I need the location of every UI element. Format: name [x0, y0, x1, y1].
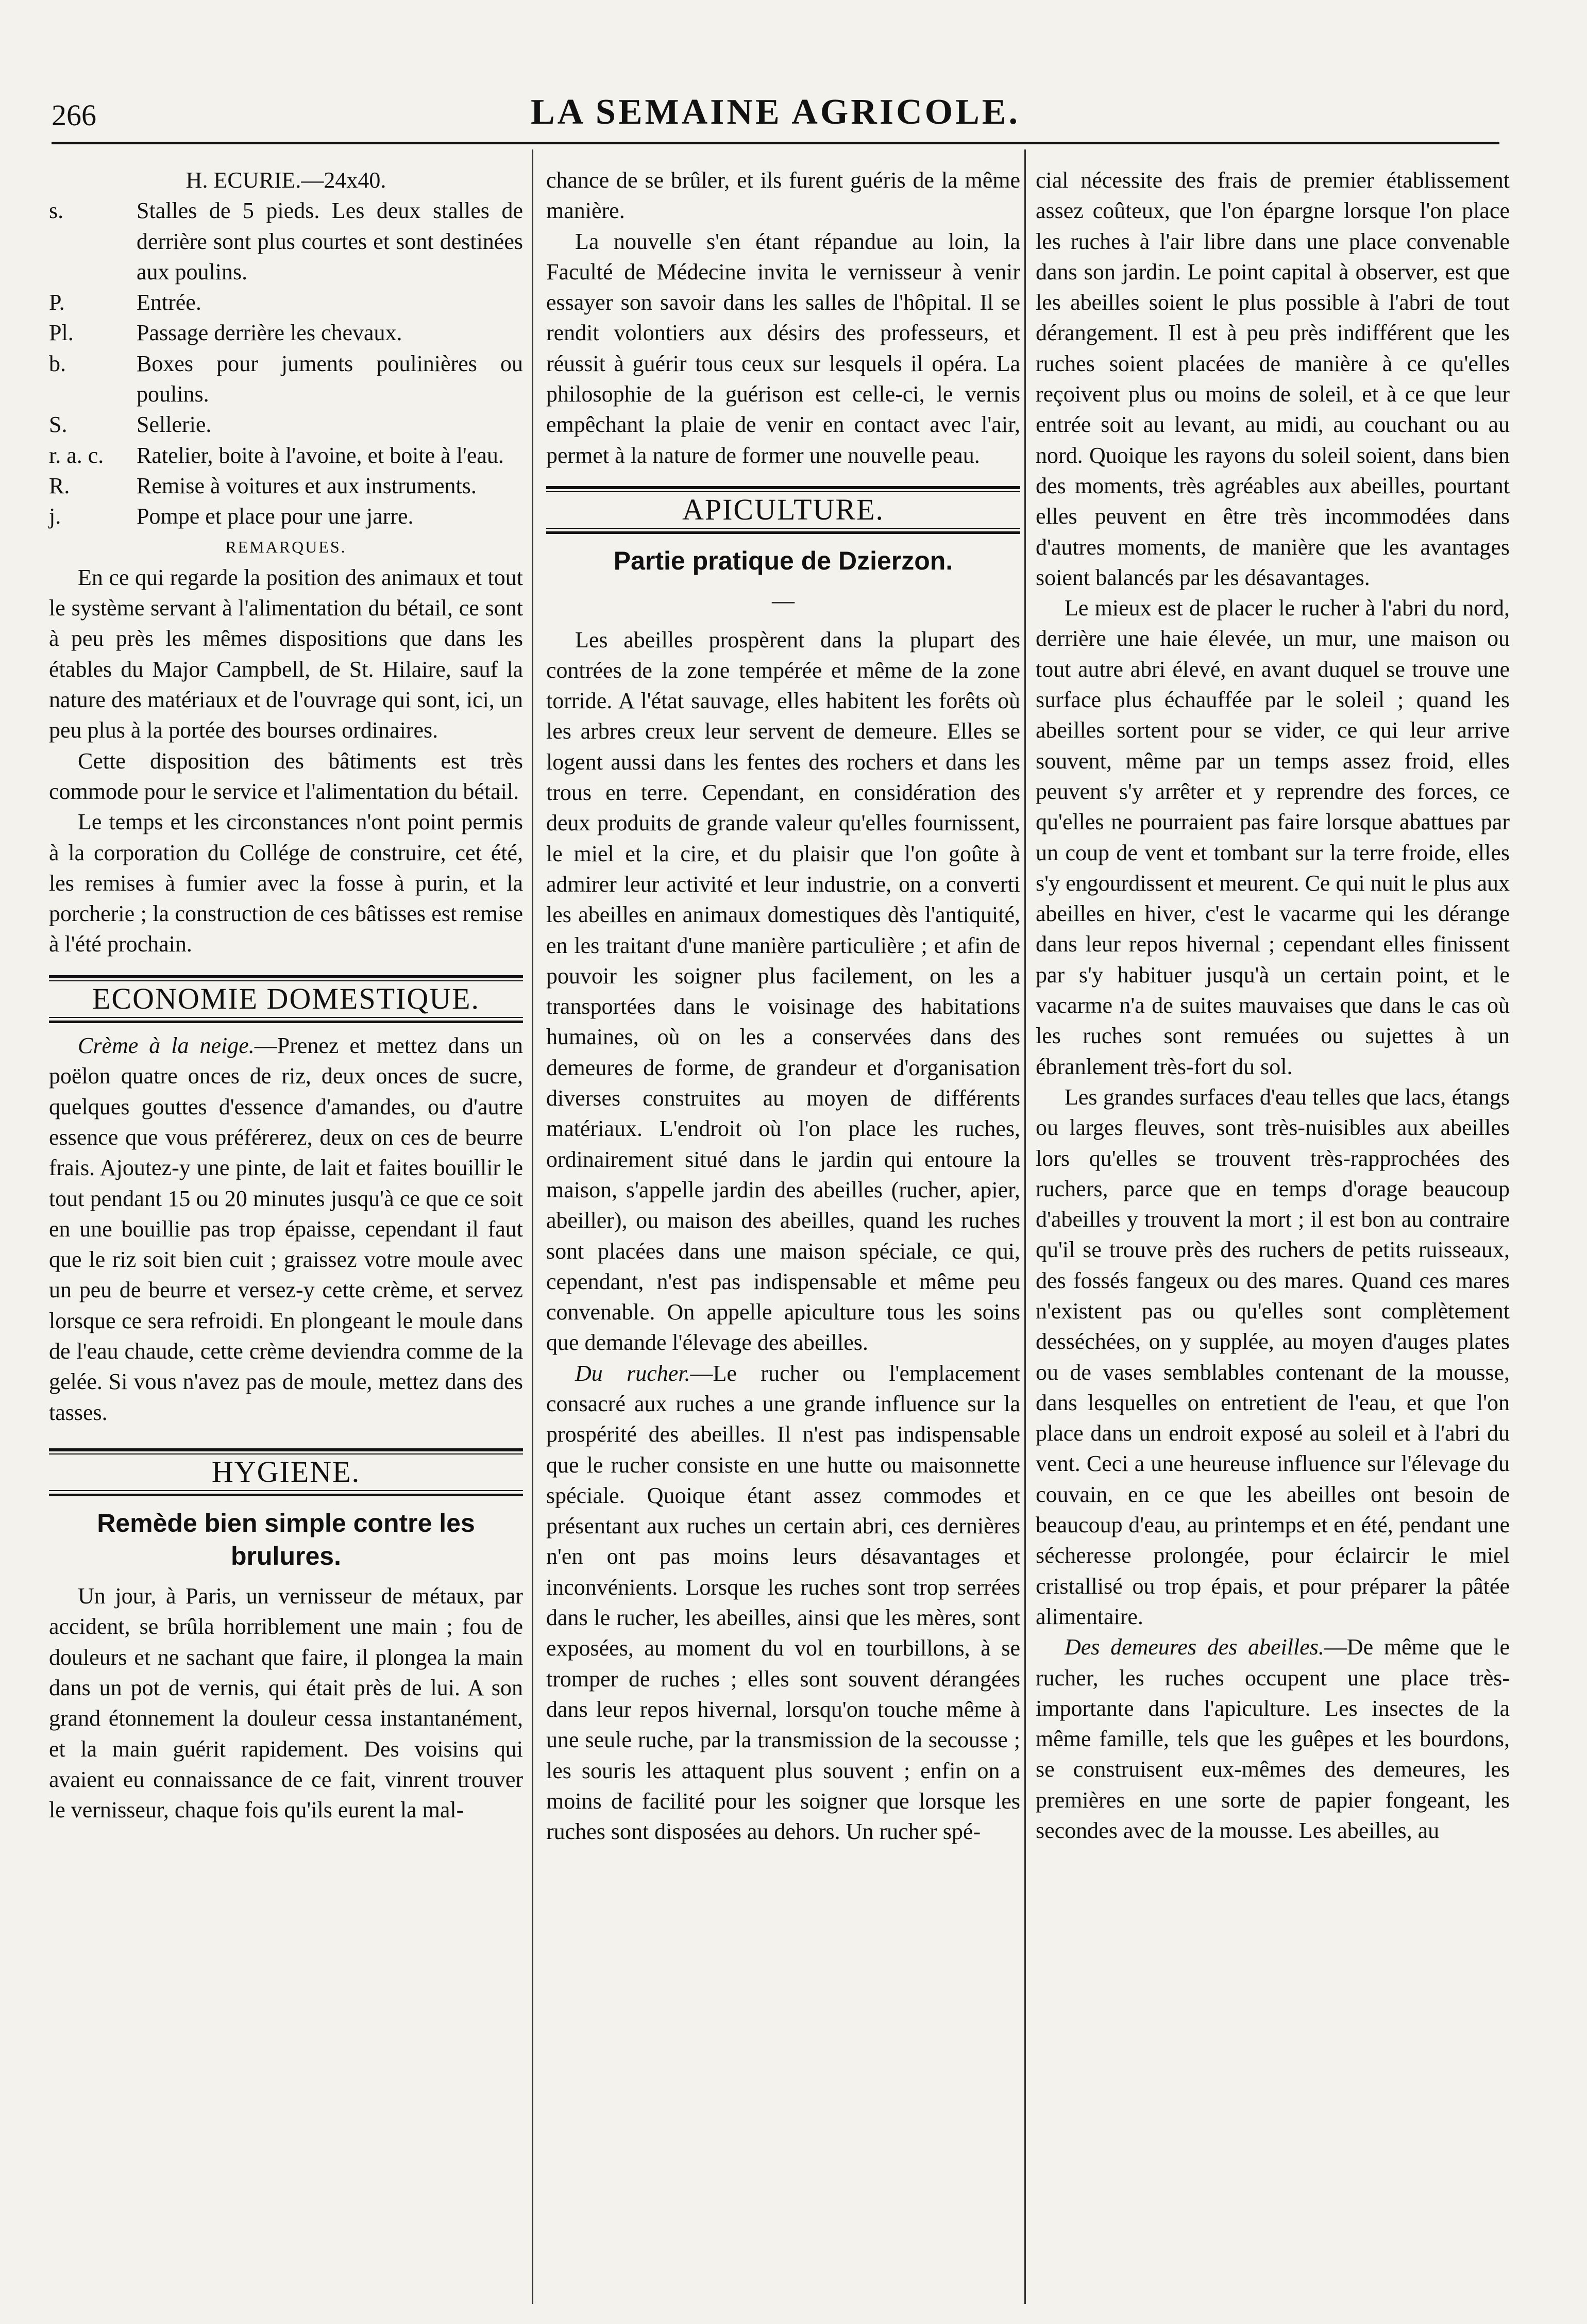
paragraph: En ce qui regarde la position des animaux et tout le système servant à l'alimentation du bétail, ce sont à peu près les mêmes dispositions que dans les étables du Major Campbell, de St. Hilaire, sauf la nature des matériaux et de l'ouvrage qui sont, ici, un peu plus à la portée des bourses ordinaires.	[49, 564, 523, 743]
journal-title: LA SEMAINE AGRICOLE.	[531, 92, 1020, 132]
legend-key: S.	[49, 412, 67, 438]
column-2	[546, 165, 1020, 1847]
column-divider-1	[532, 149, 533, 2304]
legend-text: Pompe et place pour une jarre.	[137, 504, 414, 529]
column-3	[1036, 165, 1510, 1846]
article-headline: Partie pratique de Dzierzon.	[613, 546, 953, 576]
column-divider-2	[1024, 149, 1026, 2304]
paragraph: Les abeilles prospèrent dans la plupart des contrées de la zone tempérée et même de la zone torride. A l'état sauvage, elles habitent les forêts où les arbres creux leur servent de demeure. Elles se logent aussi dans les fentes des rochers et dans les trous en terre. Cependant, en considération des deux produits de grande valeur qu'elles fournissent, le miel et la cire, et du plaisir que l'on goûte à admirer leur activité et leur industrie, on a converti les abeilles en animaux domestiques dès l'antiquité, en les traitant d'une manière particulière ; et afin de pouvoir les soigner plus facilement, on les a transportées dans le voisinage des habitations humaines, où on les a conservées dans des demeures de forme, de grandeur et d'organisation diverses construites au moyen de différents matériaux. L'endroit où l'on place les ruches, ordinairement situé dans le jardin qui entoure la maison, s'appelle jardin des abeilles (rucher, apier, abeiller), ou maison des abeilles, quand les ruches sont placées dans une maison spéciale, ce qui, cependant, n'est pas indispensable et même peu convenable. On appelle apiculture tous les soins que demande l'élevage des abeilles.	[546, 627, 1020, 1356]
paragraph-creme	[49, 1030, 523, 1428]
header-rule	[52, 142, 1499, 144]
paragraph: Un jour, à Paris, un vernisseur de métaux, par accident, se brûla horriblement une main ; fou de douleurs et ne sachant que faire, il plongea la main dans un pot de vernis, qui était près de lui. A son grand étonnement la douleur cessa instantanément, et la main guérit rapidement. Des voisins qui avaient eu connaissance de ce fait, vinrent trouver le vernisseur, chaque fois qu'ils eurent la mal-	[49, 1583, 523, 1823]
legend-key: j.	[49, 504, 61, 529]
legend-key: P.	[49, 290, 65, 315]
page-number: 266	[52, 98, 96, 132]
legend-text: Sellerie.	[137, 412, 212, 438]
paragraph: Le mieux est de placer le rucher à l'abri du nord, derrière une haie élevée, un mur, une maison ou tout autre abri élevé, en avant duquel se trouve une surface plus échauffée par le soleil ; quand les abeilles sortent pour se vider, ce qui leur arrive souvent, même par un temps assez froid, elles peuvent s'y arrêter et y reprendre des forces, ce qu'elles ne pourraient pas faire lorsque abattues par un coup de vent et tombant sur la terre froide, elles s'y engourdissent et meurent. Ce qui nuit le plus aux abeilles en hiver, c'est le vacarme qui les dérange dans leur repos hivernal ; cependant elles finissent par s'y habituer jusqu'à un certain point, et le vacarme n'a de suites mauvaises que dans le cas où les ruches sont remuées ou sujettes à un ébranlement très-fort du sol.	[1036, 595, 1510, 1079]
article-headline: Remède bien simple contre les brulures.	[97, 1509, 475, 1571]
paragraph: Le temps et les circonstances n'ont point permis à la corporation du Collége de construire, cet été, les remises à fumier avec la fosse à purin, et la porcherie ; la construction de ces bâtisses est remise à l'été prochain.	[49, 809, 523, 957]
legend-key: R.	[49, 473, 70, 498]
legend-text: Ratelier, boite à l'avoine, et boite à l'eau.	[137, 442, 504, 468]
paragraph: Cette disposition des bâtiments est très commode pour le service et l'alimentation du bétail.	[49, 748, 523, 804]
ecurie-caption: H. ECURIE.—24x40.	[185, 168, 386, 193]
legend-key: Pl.	[49, 320, 74, 346]
legend-key: r. a. c.	[49, 442, 104, 468]
paragraph-demeures	[1036, 1632, 1510, 1846]
section-heading-hygiene: HYGIENE.	[49, 1448, 523, 1491]
article-body: —Le rucher ou l'emplacement consacré aux ruches a une grande influence sur la prospérité des abeilles. Il n'est pas indispensable que le rucher consiste en une hutte ou maisonnette spéciale. Quoique étant assez commodes et présentant aux ruches un certain abri, ces dernières n'en ont pas moins leurs désavantages et inconvénients. Lorsque les ruches sont trop serrées dans le rucher, les abeilles, ainsi que les mères, sont exposées, au moment du vol en tourbillons, à se tromper de ruches ; elles sont souvent dérangées dans leur repos hivernal, lorsqu'on touche même à une seule ruche, par la transmission de la secousse ; les souris les attaquent plus souvent ; enfin on a moins de facilité pour les soigner que lorsque les ruches sont disposées au dehors. Un rucher spé-	[546, 1360, 1021, 1845]
legend-text: Entrée.	[137, 290, 201, 315]
paragraph: cial nécessite des frais de premier établissement assez coûteux, que l'on épargne lorsque l'on place les ruches à l'air libre dans une place convenable dans son jardin. Le point capital à observer, est que les abeilles soient le plus possible à l'abri de tout dérangement. Il est à peu près indifférent que les ruches soient placées de manière à ce qu'elles reçoivent plus ou moins de soleil, et à ce que leur entrée soit au levant, au midi, au couchant ou au nord. Quoique les rayons du soleil soient, dans bien des moments, très agréables aux abeilles, pourtant elles peuvent en être très incommodées dans d'autres moments, de manière que les avantages soient balancés par les désavantages.	[1036, 168, 1510, 590]
legend-key: b.	[49, 350, 66, 376]
legend-text: Boxes pour juments poulinières ou poulins.	[137, 350, 523, 407]
stable-legend	[49, 195, 523, 531]
paragraph-rucher	[546, 1358, 1020, 1847]
paragraph: Les grandes surfaces d'eau telles que lacs, étangs ou larges fleuves, sont très-nuisibles aux abeilles lors qu'elles se trouvent très-rapprochées des ruchers, parce que en temps d'orage beaucoup d'abeilles y trouvent la mort ; il est bon au contraire qu'il se trouve près des ruchers de petits ruisseaux, des fossés fangeux ou des mares. Quand ces mares n'existent pas ou qu'elles sont complètement desséchées, on y supplée, au moyen d'auges plates ou de vases semblables contenant de la mousse, dans lesquelles on entretient de l'eau, et que l'on place dans un endroit exposé au soleil et à l'abri du vent. Ceci a une heureuse influence sur l'élevage du couvain, en ce que les abeilles ont besoin de beaucoup d'eau, au printemps et en été, pendant une sécheresse prolongée, pour éclaircir le miel cristallisé ou trop épais, et pour préparer la pâtée alimentaire.	[1036, 1084, 1510, 1629]
article-title: Crème à la neige.	[78, 1033, 255, 1059]
column-1	[49, 165, 523, 1826]
legend-key: s.	[49, 198, 64, 224]
section-heading-apiculture: APICULTURE.	[546, 486, 1020, 529]
legend-text: Stalles de 5 pieds. Les deux stalles de derrière sont plus courtes et sont destinées aux poulins.	[137, 198, 523, 285]
article-body: —Prenez et mettez dans un poëlon quatre onces de riz, deux onces de sucre, quelques gouttes d'essence d'amandes, ou d'autre essence que vous préférerez, deux on ces de beurre frais. Ajoutez-y une pinte, de lait et faites bouillir le tout pendant 15 ou 20 minutes jusqu'à ce que ce soit en une bouillie pas trop épaisse, cependant il faut que le riz soit bien cuit ; graissez votre moule avec un peu de beurre et versez-y cette crème, et servez lorsque ce sera refroidi. En plongeant le moule dans de l'eau chaude, cette crème deviendra comme de la gelée. Si vous n'avez pas de moule, mettez dans des tasses.	[49, 1033, 523, 1425]
paragraph: La nouvelle s'en étant répandue au loin, la Faculté de Médecine invita le vernisseur à venir essayer son savoir dans les salles de l'hôpital. Il se rendit volontiers aux désirs des professeurs, et réussit à guérir tous ceux sur lesquels il opéra. La philosophie de la guérison est celle-ci, le vernis empêchant la plaie de venir en contact avec l'air, permet à la nature de former une nouvelle peau.	[546, 228, 1020, 468]
remarques-heading: REMARQUES.	[225, 537, 347, 556]
legend-text: Passage derrière les chevaux.	[137, 320, 402, 346]
legend-text: Remise à voitures et aux instruments.	[137, 473, 477, 498]
separator-dash: —	[772, 588, 795, 614]
page-header	[52, 88, 1499, 144]
article-body: —De même que le rucher, les ruches occupent une place très-importante dans l'apiculture. Les insectes de la même famille, tels que les guêpes et les bourdons, se construisent eux-mêmes des demeures, les premières en une sorte de papier fongeant, les secondes avec de la mousse. Les abeilles, au	[1036, 1634, 1510, 1844]
article-title: Des demeures des abeilles.	[1065, 1634, 1324, 1660]
paragraph: chance de se brûler, et ils furent guéris de la même manière.	[546, 168, 1020, 224]
article-title: Du rucher.	[575, 1360, 690, 1386]
section-heading-economie: ECONOMIE DOMESTIQUE.	[49, 975, 523, 1018]
